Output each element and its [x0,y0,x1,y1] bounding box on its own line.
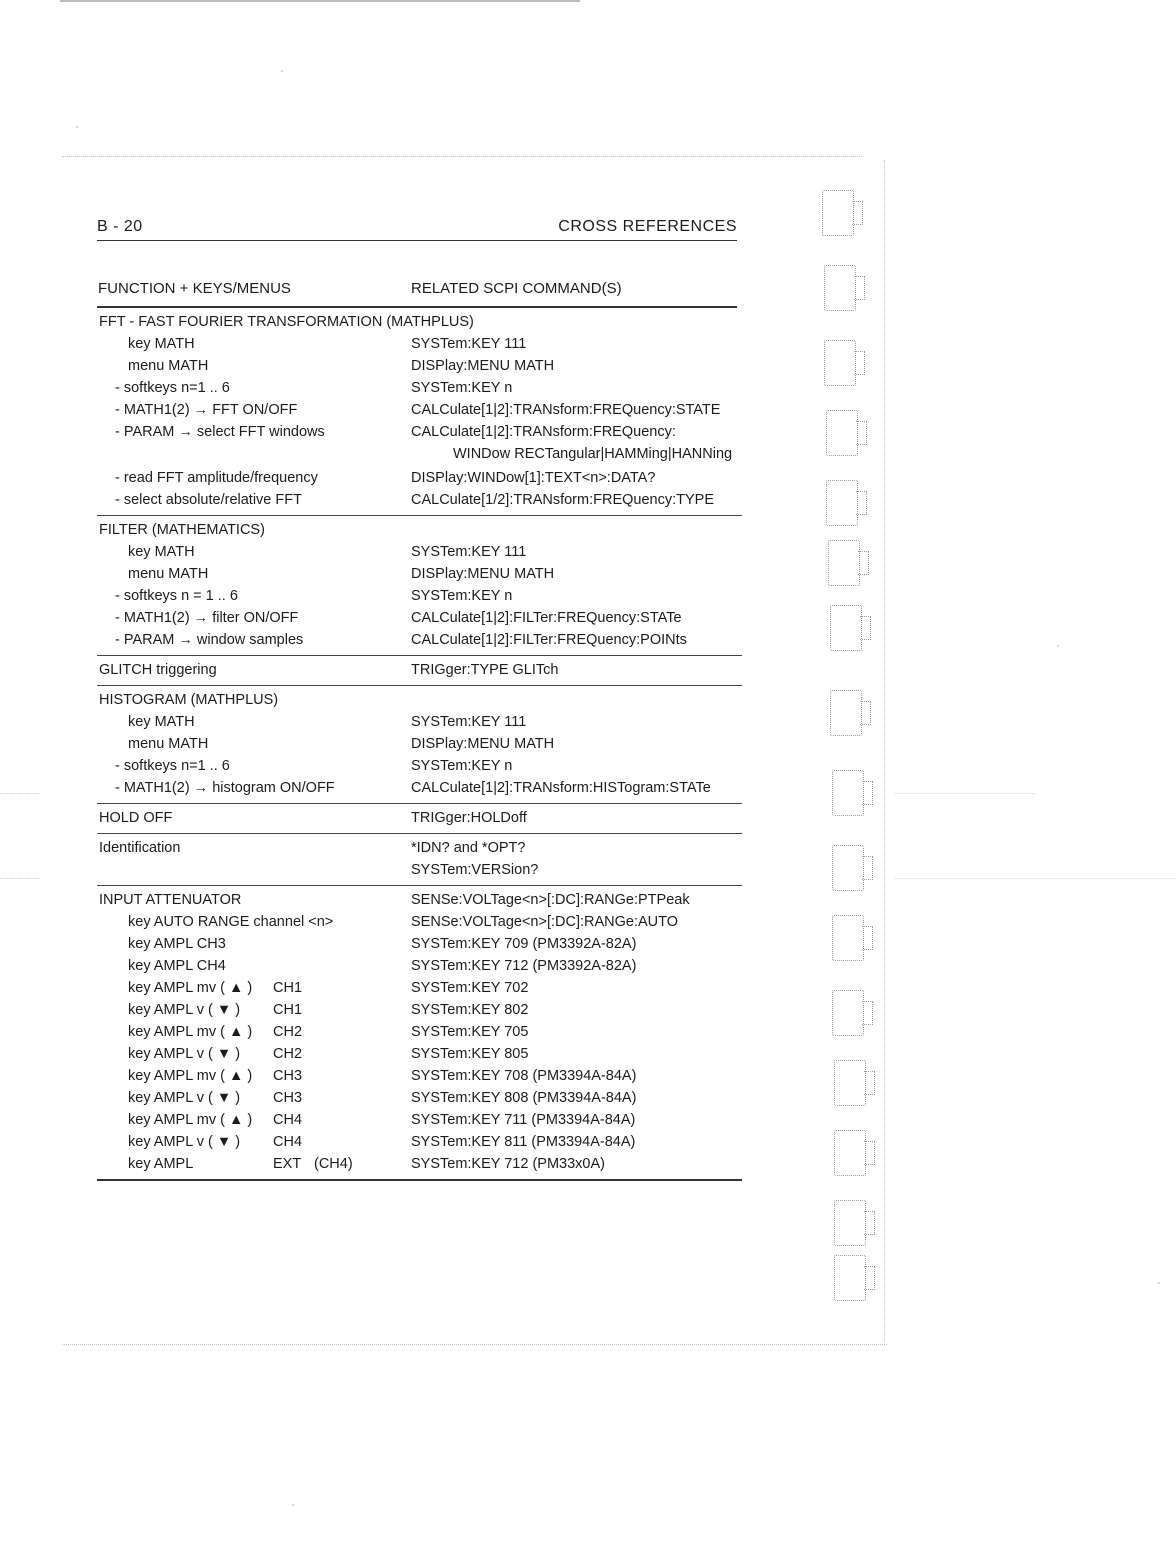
command-cell: SYSTem:KEY 705 [411,1024,529,1040]
command-cell: SYSTem:KEY 702 [411,980,529,996]
scan-speck [292,1504,294,1506]
index-tab [832,845,864,891]
function-cell: GLITCH triggering [99,662,217,678]
command-cell: CALCulate[1/2]:TRANsform:FREQuency:TYPE [411,492,714,508]
command-cell: CALCulate[1|2]:TRANsform:HISTogram:STATe [411,780,711,796]
scan-speck [281,70,283,72]
function-cell: menu MATH [128,736,209,752]
page-number: B - 20 [97,218,143,235]
command-cell: TRIGger:HOLDoff [411,810,527,826]
command-cell: SYSTem:KEY 111 [411,714,527,730]
index-tab [830,605,862,651]
table-row [97,1109,742,1131]
group-holdoff [97,804,742,834]
function-cell: key AMPL CH3 [128,936,226,952]
function-cell: - read FFT amplitude/frequency [115,470,318,486]
function-cell: menu MATH [128,566,209,582]
scan-speck [1158,1282,1160,1284]
command-cell: CALCulate[1|2]:FILTer:FREQuency:POINts [411,632,687,648]
index-tab [832,990,864,1036]
group-glitch [97,656,742,686]
function-cell: - PARAM → window samples [115,632,304,648]
function-cell: key AMPL [128,1156,194,1172]
group-filter [97,516,742,656]
function-cell: - softkeys n=1 .. 6 [115,380,230,396]
table-row [97,1131,742,1153]
function-cell: key MATH [128,336,195,352]
channel-cell: CH4 [273,1112,303,1128]
function-cell: Identification [99,840,181,856]
table-row [97,443,742,467]
column-heading-function: FUNCTION + KEYS/MENUS [98,280,291,297]
table-row [97,911,742,933]
command-cell: CALCulate[1|2]:FILTer:FREQuency:STATe [411,610,682,626]
channel-cell: CH1 [273,980,303,996]
index-tab [834,1060,866,1106]
sheet-edge-right [884,160,885,1342]
function-cell: key AMPL mv ( ▲ ) [128,1112,253,1128]
command-cell: SYSTem:KEY 709 (PM3392A-82A) [411,936,637,952]
command-cell: SYSTem:KEY 111 [411,544,527,560]
table-row [97,1043,742,1065]
function-cell: - MATH1(2) → FFT ON/OFF [115,402,298,418]
group-fft [97,308,742,516]
table-row [97,1153,742,1175]
group-title: FFT - FAST FOURIER TRANSFORMATION (MATHPLUS) [99,314,474,330]
table-row [97,467,742,489]
function-cell: - softkeys n = 1 .. 6 [115,588,238,604]
function-cell: - PARAM → select FFT windows [115,424,325,440]
command-cell: SYSTem:KEY 805 [411,1046,529,1062]
table-row [97,1087,742,1109]
group-identification [97,834,742,886]
function-cell: key AMPL v ( ▼ ) [128,1046,241,1062]
command-cell: DISPlay:MENU MATH [411,736,555,752]
function-cell: key AMPL mv ( ▲ ) [128,980,253,996]
group-title: INPUT ATTENUATOR [99,892,242,908]
command-cell: SENSe:VOLTage<n>[:DC]:RANGe:PTPeak [411,892,690,908]
table-row [97,955,742,977]
command-cell: DISPlay:WINDow[1]:TEXT<n>:DATA? [411,470,656,486]
function-cell: key AMPL v ( ▼ ) [128,1090,241,1106]
channel-cell: CH4 [273,1134,303,1150]
command-cell: TRIGger:TYPE GLITch [411,662,559,678]
group-title: HISTOGRAM (MATHPLUS) [99,692,279,708]
function-cell: key AMPL mv ( ▲ ) [128,1024,253,1040]
table-row [97,399,742,421]
table-row [97,755,742,777]
index-tab [824,265,856,311]
index-tab [834,1255,866,1301]
function-cell: key AMPL v ( ▼ ) [128,1134,241,1150]
command-cell: CALCulate[1|2]:TRANsform:FREQuency: [411,424,676,440]
command-cell: CALCulate[1|2]:TRANsform:FREQuency:STATE [411,402,721,418]
command-cell: SYSTem:KEY 808 (PM3394A-84A) [411,1090,637,1106]
command-cell: SYSTem:KEY 811 (PM3394A-84A) [411,1134,636,1150]
table-row [97,859,742,881]
table-row [97,933,742,955]
command-cell: DISPlay:MENU MATH [411,566,555,582]
channel-note-cell: (CH4) [314,1156,353,1172]
sheet-edge-bottom [62,1344,887,1345]
function-cell: - softkeys n=1 .. 6 [115,758,230,774]
table-row [97,837,742,859]
scan-speck [895,793,1035,794]
scan-speck [0,878,40,879]
channel-cell: CH3 [273,1068,303,1084]
sheet-edge-top [62,156,862,157]
table-row [97,1021,742,1043]
table-row [97,585,742,607]
table-row [97,377,742,399]
function-cell: - select absolute/relative FFT [115,492,302,508]
section-title: CROSS REFERENCES [558,218,737,235]
table-row [97,659,742,681]
scan-speck [895,878,1176,879]
table-row [97,629,742,651]
command-cell: SYSTem:KEY 712 (PM33x0A) [411,1156,605,1172]
group-title: FILTER (MATHEMATICS) [99,522,265,538]
group-title-row [97,311,742,333]
function-cell: - MATH1(2) → histogram ON/OFF [115,780,335,796]
table-row [97,355,742,377]
group-histogram [97,686,742,804]
index-tab [824,340,856,386]
index-tab [830,690,862,736]
command-cell: SYSTem:VERSion? [411,862,539,878]
channel-cell: CH2 [273,1046,303,1062]
command-cell: SYSTem:KEY 111 [411,336,527,352]
channel-cell: CH2 [273,1024,303,1040]
column-heading-scpi: RELATED SCPI COMMAND(S) [411,280,622,297]
command-cell: SYSTem:KEY 802 [411,1002,529,1018]
index-tab [826,410,858,456]
group-title-row [97,889,742,911]
command-cell: SYSTem:KEY 711 (PM3394A-84A) [411,1112,636,1128]
table-row [97,711,742,733]
index-tab [822,190,854,236]
command-cell: WINDow RECTangular|HAMMing|HANNing [453,446,733,462]
command-cell: DISPlay:MENU MATH [411,358,555,374]
group-title-row [97,519,742,541]
table-row [97,333,742,355]
function-cell: key AUTO RANGE channel <n> [128,914,334,930]
scan-speck [1057,645,1059,647]
command-cell: SENSe:VOLTage<n>[:DC]:RANGe:AUTO [411,914,679,930]
table-row [97,977,742,999]
command-cell: SYSTem:KEY n [411,758,513,774]
function-cell: key AMPL CH4 [128,958,226,974]
table-row [97,733,742,755]
command-cell: SYSTem:KEY 708 (PM3394A-84A) [411,1068,637,1084]
index-tab [832,915,864,961]
binder-index-tabs [820,185,880,1315]
table-row [97,563,742,585]
group-title-row [97,689,742,711]
command-cell: *IDN? and *OPT? [411,840,526,856]
group-input-attenuator [97,886,742,1181]
function-cell: key MATH [128,714,195,730]
table-row [97,999,742,1021]
index-tab [834,1200,866,1246]
scan-speck [0,793,40,794]
command-cell: SYSTem:KEY 712 (PM3392A-82A) [411,958,637,974]
cross-reference-table [97,308,742,1181]
scan-edge-line [60,0,580,2]
table-row [97,807,742,829]
page-header [97,218,737,241]
table-row [97,1065,742,1087]
function-cell: key AMPL v ( ▼ ) [128,1002,241,1018]
channel-cell: CH1 [273,1002,303,1018]
index-tab [826,480,858,526]
table-row [97,421,742,443]
table-row [97,541,742,563]
index-tab [828,540,860,586]
index-tab [832,770,864,816]
channel-cell: EXT [273,1156,302,1172]
function-cell: menu MATH [128,358,209,374]
function-cell: HOLD OFF [99,810,173,826]
table-row [97,489,742,511]
function-cell: - MATH1(2) → filter ON/OFF [115,610,299,626]
index-tab [834,1130,866,1176]
function-cell: key MATH [128,544,195,560]
command-cell: SYSTem:KEY n [411,588,513,604]
scan-speck [76,126,78,128]
function-cell: key AMPL mv ( ▲ ) [128,1068,253,1084]
table-row [97,777,742,799]
command-cell: SYSTem:KEY n [411,380,513,396]
channel-cell: CH3 [273,1090,303,1106]
table-row [97,607,742,629]
